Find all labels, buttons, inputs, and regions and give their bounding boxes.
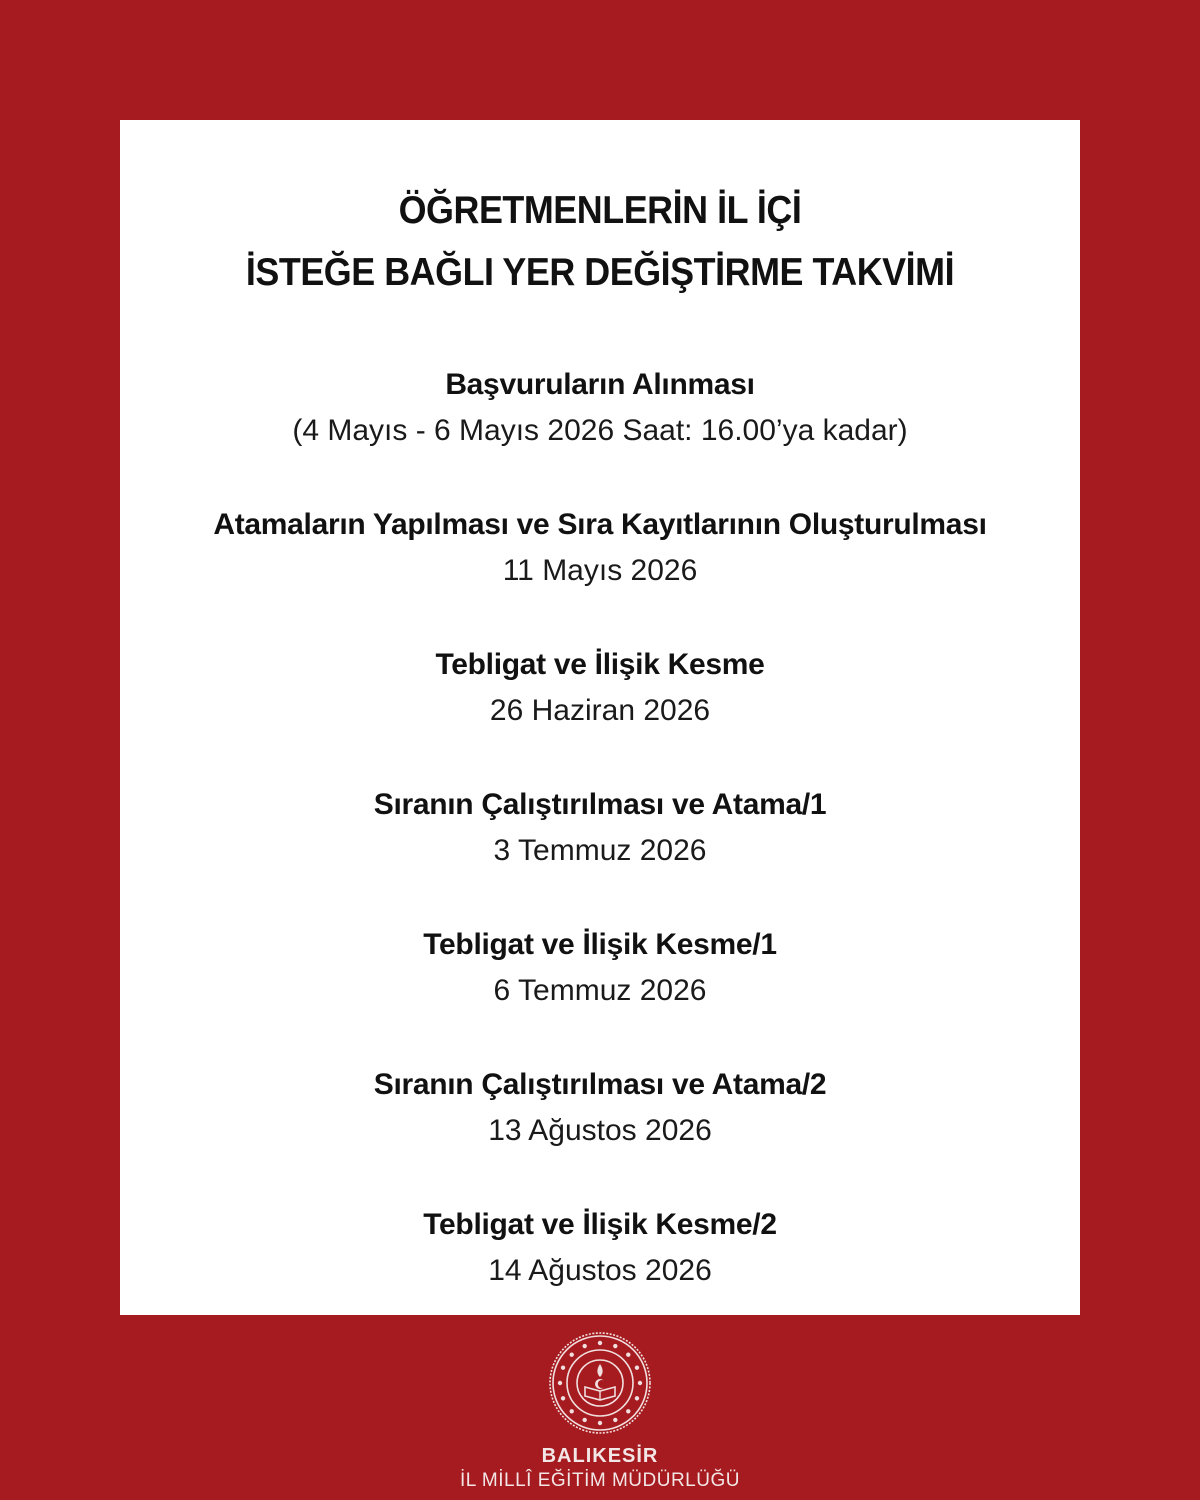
- schedule-item-label: Tebligat ve İlişik Kesme: [435, 648, 765, 681]
- schedule-item: [120, 362, 1080, 502]
- schedule-item-date: 11 Mayıs 2026: [502, 554, 698, 587]
- schedule-item-label: Tebligat ve İlişik Kesme/2: [423, 1208, 777, 1241]
- page-title: [158, 180, 1041, 304]
- schedule-item: [120, 502, 1080, 642]
- footer-organization: İL MİLLÎ EĞİTİM MÜDÜRLÜĞÜ: [460, 1470, 740, 1491]
- schedule-list: [120, 362, 1080, 1342]
- schedule-item-date: 13 Ağustos 2026: [488, 1114, 712, 1147]
- schedule-item-label: Tebligat ve İlişik Kesme/1: [423, 928, 777, 961]
- meb-emblem-icon: [547, 1330, 653, 1436]
- title-line-2: İSTEĞE BAĞLI YER DEĞİŞTİRME TAKVİMİ: [245, 251, 955, 294]
- footer: [0, 1330, 1200, 1494]
- schedule-item-date: (4 Mayıs - 6 Mayıs 2026 Saat: 16.00’ya kadar): [292, 414, 908, 447]
- schedule-item: [120, 782, 1080, 922]
- schedule-item-label: Sıranın Çalıştırılması ve Atama/2: [373, 1068, 827, 1101]
- schedule-item: [120, 1202, 1080, 1342]
- schedule-item: [120, 642, 1080, 782]
- schedule-item-label: Başvuruların Alınması: [445, 368, 755, 401]
- schedule-panel: [120, 120, 1080, 1315]
- schedule-item-date: 3 Temmuz 2026: [493, 834, 707, 867]
- schedule-item-date: 6 Temmuz 2026: [493, 974, 707, 1007]
- footer-city: BALIKESİR: [541, 1445, 659, 1467]
- schedule-item: [120, 922, 1080, 1062]
- schedule-item-date: 26 Haziran 2026: [489, 694, 711, 727]
- schedule-item-date: 14 Ağustos 2026: [488, 1254, 712, 1287]
- schedule-item: [120, 1062, 1080, 1202]
- title-line-1: ÖĞRETMENLERİN İL İÇİ: [398, 189, 802, 232]
- schedule-item-label: Sıranın Çalıştırılması ve Atama/1: [373, 788, 827, 821]
- schedule-item-label: Atamaların Yapılması ve Sıra Kayıtlarının Oluşturulması: [213, 508, 987, 541]
